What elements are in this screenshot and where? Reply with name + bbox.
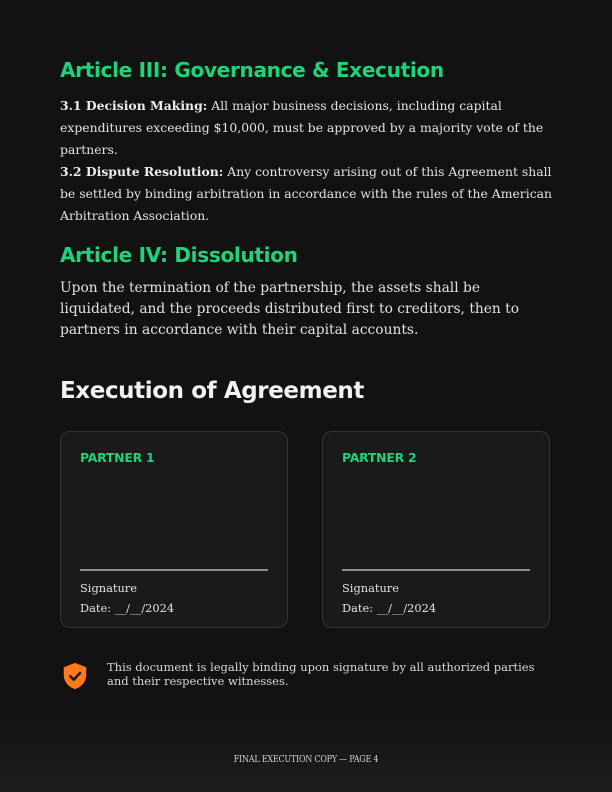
date-caption: Date: __/__/2024 — [342, 601, 437, 615]
article-3-heading: Article III: Governance & Execution — [60, 58, 444, 82]
date-caption: Date: __/__/2024 — [80, 601, 175, 615]
signature-line — [80, 569, 268, 571]
shield-check-icon — [60, 661, 90, 691]
article-4-heading: Article IV: Dissolution — [60, 243, 298, 267]
signature-caption: Signature — [342, 581, 399, 595]
partner-1-label: PARTNER 1 — [80, 450, 155, 465]
partner-2-signature-card[interactable] — [322, 431, 550, 628]
notice-text: This document is legally binding upon signature by all authorized parties and their respective witnesses. — [107, 660, 535, 688]
clause-3-1-label: 3.1 Decision Making: — [60, 98, 208, 113]
partner-1-signature-card[interactable] — [60, 431, 288, 628]
clause-3-2 — [60, 161, 552, 227]
partner-1-captions — [80, 578, 174, 618]
execution-heading: Execution of Agreement — [60, 378, 364, 404]
clause-3-2-text: Any controversy arising out of this Agreement shall be settled by binding arbitration in accordance with the rules of the American Arbitration Association. — [60, 164, 552, 223]
clause-3-1-text: All major business decisions, including capital expenditures exceeding $10,000, must be approved by a majority vote of the partners. — [60, 98, 544, 157]
clause-3-1 — [60, 95, 552, 161]
page-footer — [0, 700, 612, 792]
signature-caption: Signature — [80, 581, 137, 595]
article-4-text: Upon the termination of the partnership, the assets shall be liquidated, and the proceeds distributed first to creditors, then to partners in accordance with their capital accounts. — [60, 280, 520, 338]
legal-notice — [60, 660, 552, 691]
signature-line — [342, 569, 530, 571]
clause-3-2-label: 3.2 Dispute Resolution: — [60, 164, 224, 179]
footer-text: FINAL EXECUTION COPY — PAGE 4 — [233, 754, 379, 765]
partner-2-captions — [342, 578, 436, 618]
partner-2-label: PARTNER 2 — [342, 450, 417, 465]
